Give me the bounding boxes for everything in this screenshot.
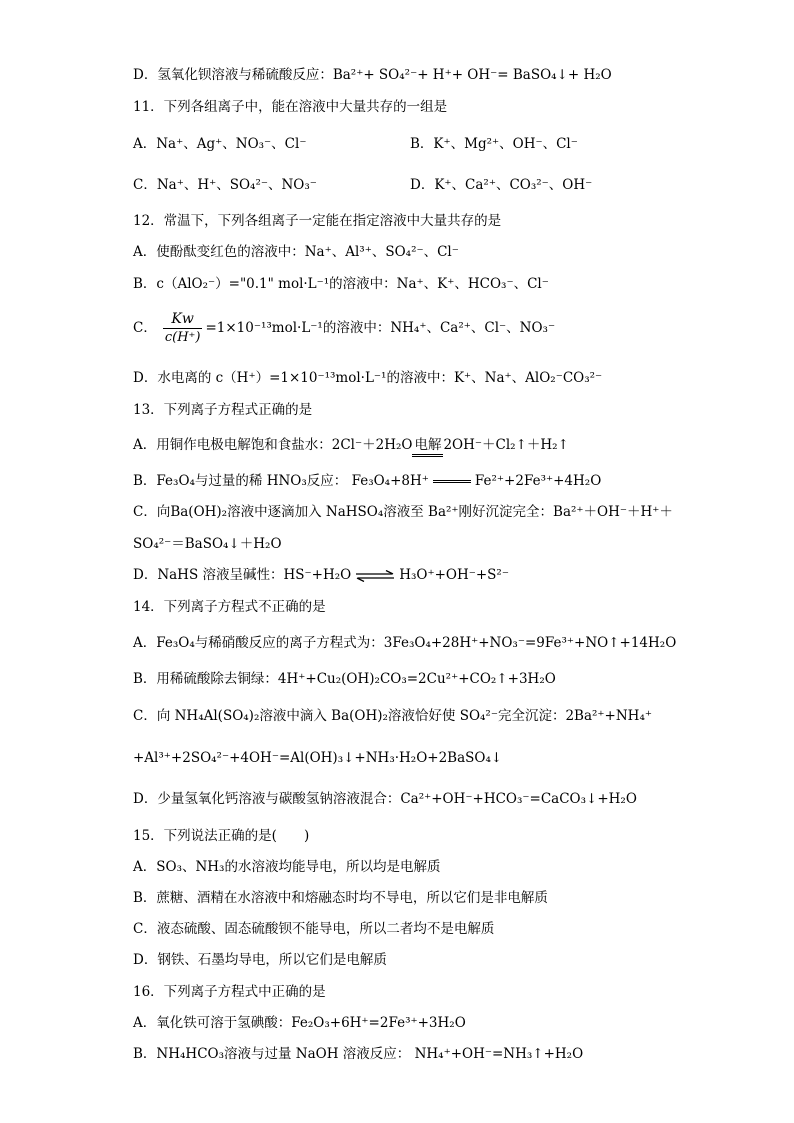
q13a-right: 2OH⁻＋Cl₂↑＋H₂↑ [443,437,569,453]
q11-stem: 11．下列各组离子中，能在溶液中大量共存的一组是 [133,99,448,115]
q12c-rest: =1×10⁻¹³mol·L⁻¹的溶液中：NH₄⁺、Ca²⁺、Cl⁻、NO₃⁻ [205,320,556,336]
q11-option-c: C．Na⁺、H⁺、SO₄²⁻、NO₃⁻ [133,177,317,193]
q11-option-d: D．K⁺、Ca²⁺、CO₃²⁻、OH⁻ [410,177,593,193]
q13-stem: 13．下列离子方程式正确的是 [133,402,313,418]
q13-option-c-line2: SO₄²⁻＝BaSO₄↓＋H₂O [133,536,282,552]
q12-option-b: B．c（AlO₂⁻）="0.1" mol·L⁻¹的溶液中：Na⁺、K⁺、HCO₃⁻、Cl⁻ [133,276,549,292]
q11-option-a: A．Na⁺、Ag⁺、NO₃⁻、Cl⁻ [133,136,307,152]
q13a-left: A．用铜作电极电解饱和食盐水：2Cl⁻＋2H₂O [133,437,413,453]
q15-option-a: A．SO₃、NH₃的水溶液均能导电，所以均是电解质 [133,859,441,875]
q11-option-b: B．K⁺、Mg²⁺、OH⁻、Cl⁻ [410,136,578,152]
electrolysis-condition: 电解 [412,436,443,457]
q15-option-c: C．液态硫酸、固态硫酸钡不能导电，所以二者均不是电解质 [133,921,495,937]
q13-option-d [133,566,509,584]
fraction-numerator: Kw [163,310,203,329]
q13-option-b [133,472,601,490]
q13-option-a [133,436,569,457]
q13d-right: H₃O⁺+OH⁻+S²⁻ [399,567,509,583]
q16-stem: 16．下列离子方程式中正确的是 [133,984,326,1000]
q13b-left: B．Fe₃O₄与过量的稀 HNO₃反应： Fe₃O₄+8H⁺ [133,473,429,489]
q14-stem: 14．下列离子方程式不正确的是 [133,599,326,615]
q13d-left: D．NaHS 溶液呈碱性：HS⁻+H₂O [133,567,352,583]
q16-option-a: A．氧化铁可溶于氢碘酸：Fe₂O₃+6H⁺=2Fe³⁺+3H₂O [133,1015,466,1031]
fraction-denominator: c(H⁺) [164,330,201,345]
q12-stem: 12．常温下，下列各组离子一定能在指定溶液中大量共存的是 [133,213,502,229]
q12-option-a: A．使酚酞变红色的溶液中：Na⁺、Al³⁺、SO₄²⁻、Cl⁻ [133,244,459,260]
q15-stem: 15．下列说法正确的是( ) [133,828,310,844]
q15-option-d: D．钢铁、石墨均导电，所以它们是电解质 [133,952,387,968]
q14-option-a: A．Fe₃O₄与稀硝酸反应的离子方程式为：3Fe₃O₄+28H⁺+NO₃⁻=9Fe³⁺+NO↑+14H₂O [133,635,677,651]
q13-option-c-line1: C．向Ba(OH)₂溶液中逐滴加入 NaHSO₄溶液至 Ba²⁺刚好沉淀完全：Ba²⁺＋OH⁻＋H⁺＋ [133,504,673,520]
q16-option-b: B．NH₄HCO₃溶液与过量 NaOH 溶液反应： NH₄⁺+OH⁻=NH₃↑+H₂O [133,1046,584,1062]
equals-sign-icon [433,480,471,483]
q15-option-b: B．蔗糖、酒精在水溶液中和熔融态时均不导电，所以它们是非电解质 [133,890,548,906]
q12c-label: C． [133,320,157,336]
q12-option-d: D．水电离的 c（H⁺）=1×10⁻¹³mol·L⁻¹的溶液中：K⁺、Na⁺、AlO₂⁻CO₃²⁻ [133,370,603,386]
q12-option-c [133,310,555,347]
q10-option-d: D．氢氧化钡溶液与稀硫酸反应：Ba²⁺+ SO₄²⁻+ H⁺+ OH⁻= BaSO₄↓+ H₂O [133,67,612,83]
q14-option-b: B．用稀硫酸除去铜绿：4H⁺+Cu₂(OH)₂CO₃=2Cu²⁺+CO₂↑+3H₂O [133,671,556,687]
q14-option-d: D．少量氢氧化钙溶液与碳酸氢钠溶液混合：Ca²⁺+OH⁻+HCO₃⁻=CaCO₃↓+H₂O [133,791,637,807]
q14-option-c-line2: +Al³⁺+2SO₄²⁻+4OH⁻=Al(OH)₃↓+NH₃·H₂O+2BaSO₄↓ [133,750,503,766]
equilibrium-arrow-icon [355,570,395,582]
kw-fraction [163,310,203,347]
q13b-right: Fe²⁺+2Fe³⁺+4H₂O [474,473,602,489]
q14-option-c-line1: C．向 NH₄Al(SO₄)₂溶液中滴入 Ba(OH)₂溶液恰好使 SO₄²⁻完全沉淀：2Ba²⁺+NH₄⁺ [133,708,652,724]
